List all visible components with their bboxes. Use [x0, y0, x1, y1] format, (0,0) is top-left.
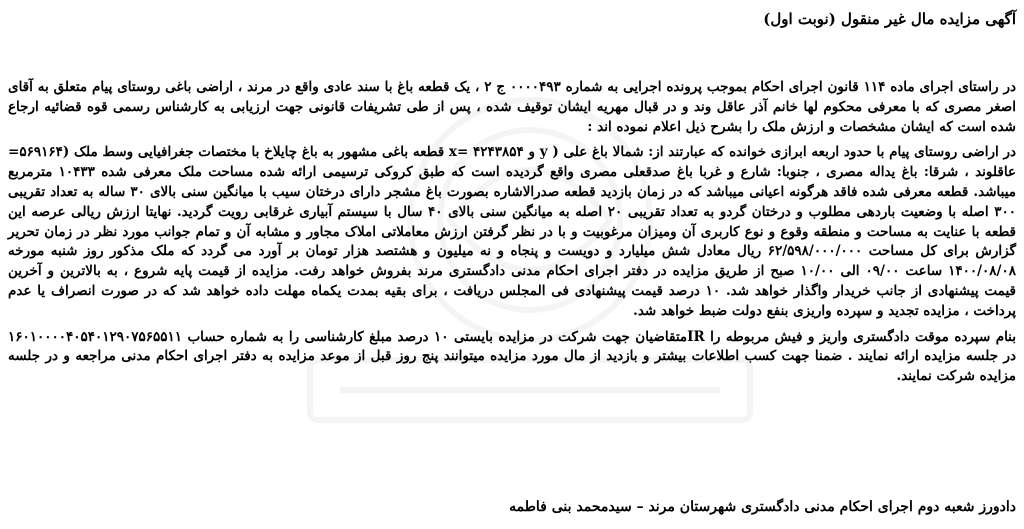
notice-signature: دادورز شعبه دوم اجرای احکام مدنی دادگستری شهرستان مرند – سیدمحمد بنی فاطمه	[509, 499, 1016, 515]
notice-paragraph-deposit-instructions: بنام سپرده موقت دادگستری واریز و فیش مربوطه را IRمتقاضیان جهت شرکت در مزایده بایستی ۱۰ درصد مبلغ کارشناسی را به شماره حساب ۱۶۰۱۰۰۰۰۴۰۵۴۰۱۲۹۰۷۵۶۵۵۱۱ در جلسه مزایده ارائه نمایند . ضمنا جهت کسب اطلاعات بیشتر و بازدید از مال مورد مزایده میتوانند پنج روز قبل از موعد مزایده به دفتر اجرای احکام مدنی مراجعه و در جلسه مزایده شرکت نمایند.	[8, 328, 1017, 385]
notice-paragraph-intro: در راستای اجرای ماده ۱۱۴ قانون اجرای احکام بموجب پرونده اجرایی به شماره ۰۰۰۰۴۹۳ ج ۲ ، یک قطعه باغ با سند عادی واقع در مرند ، اراضی باغی روستای پیام متعلق به آقای اصغر مصری که با معرفی محکوم لها خانم آذر عاقل وند و در قبال مهریه ایشان توقیف شده ، پس از طی تشریفات قانونی جهت ارزیابی به کارشناس رسمی قوه قضائیه ارجاع شده است که ایشان مشخصات و ارزش ملک را بشرح ذیل اعلام نموده اند :	[8, 79, 1016, 135]
notice-title: آگهی مزایده مال غیر منقول (نوبت اول)	[763, 10, 1016, 28]
notice-paragraph-property-details: در اراضی روستای پیام با حدود اربعه ابرازی خوانده که عبارتند از: شمالا باغ علی ( y و ۴۲۴۳۸۵۴ =x قطعه باغی مشهور به باغ چایلاخ با مختصات جغرافیایی وسط ملک (۵۶۹۱۶۴= عاقلوند ، شرقا: باغ یداله مصری ، جنوبا: شارع و غربا باغ صدقعلی مصری واقع گردیده است که طبق کروکی ترسیمی ارائه شده مساحت ملک معرفی شده ۱۰۴۳۳ مترمربع میباشد. قطعه معرفی شده فاقد هرگونه اعیانی میباشد که در زمان بازدید قطعه صدرالاشاره بصورت باغ مشجر دارای درختان سیب با میانگین سنی بالای ۳۰ ساله به تعداد تقریبی ۳۰۰ اصله با وضعیت باردهی مطلوب و درختان گردو به تعداد تقریبی ۲۰ اصله به میانگین سنی بالای ۴۰ سال با سیستم آبیاری غرقابی رویت گردید. نهایتا ارزش ریالی عرصه این قطعه با عنایت به مساحت و منطقه وقوع و نوع کاربری آن ومیزان مرغوبیت و با در نظر گرفتن ارزش معاملاتی املاک مجاور و مشابه آن و تمام جوانب مورد نظر در زمان تحریر گزارش برای کل مساحت ۶۲/۵۹۸/۰۰۰/۰۰۰ ریال معادل شش میلیارد و دویست و پنجاه و نه میلیون و هشتصد هزار تومان بر آورد می گردد که ملک مذکور روز شنبه مورخه ۱۴۰۰/۰۸/۰۸ ساعت ۰۹/۰۰ الی ۱۰/۰۰ صبح از طریق مزایده در دفتر اجرای احکام مدنی دادگستری مرند بفروش خواهد رفت. مزایده از قیمت پایه شروع ، به بالاترین و آخرین قیمت پیشنهادی از جانب خریدار واگذار خواهد شد. ۱۰ درصد قیمت پیشنهادی فی المجلس دریافت ، برای بقیه بمدت یکماه مهلت داده خواهد شد که در صورت انصراف یا عدم پرداخت ، مزایده تجدید و سپرده واریزی بنفع دولت ضبط خواهد شد.	[8, 144, 1017, 319]
notice-body	[8, 78, 1016, 393]
